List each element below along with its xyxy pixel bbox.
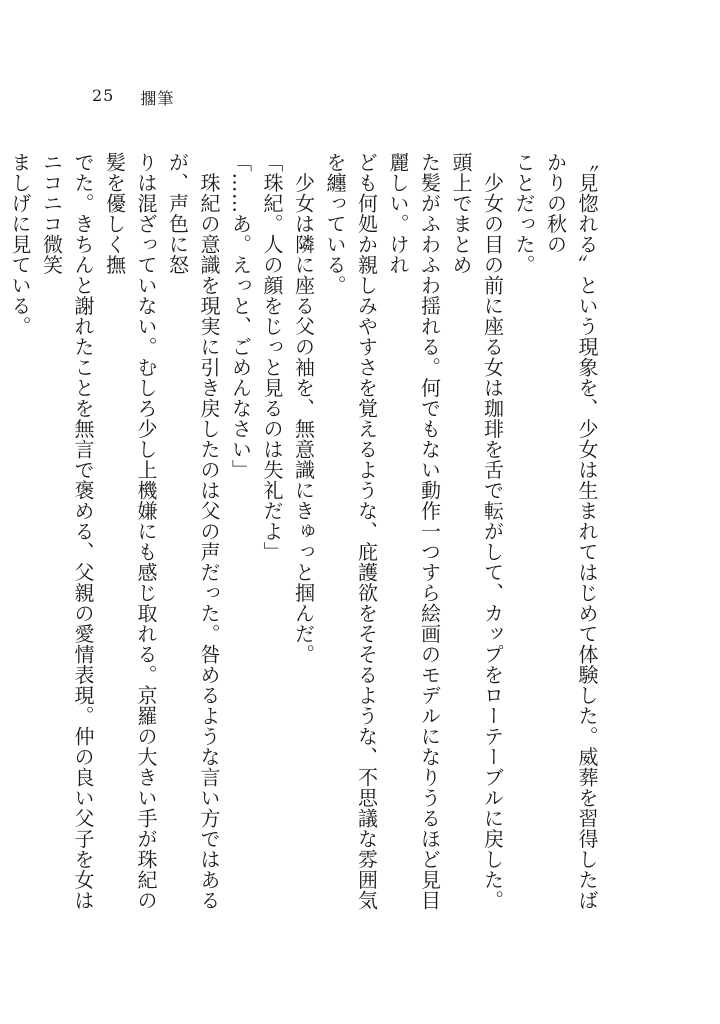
text-line: 少女の目の前に座る女は珈琲を舌で転がして、カップをローテーブルに戻した。頭上でまとめ [449,152,505,911]
text-line: ましげに見ている。 [8,152,32,337]
text-line: 少女は隣に座る父の袖を、無意識にきゅっと掴んだ。 [291,152,316,665]
text-line: でた。きちんと謝れたことを無言で褒める、父親の愛情表現。仲の良い父子を女はニコニコ微笑 [39,152,95,911]
text-line: た髪がふわふわ揺れる。何でもない動作一つすら絵画のモデルになりうるほど見目麗しい。けれ [386,152,442,911]
chapter-title: 擱筆 [140,89,175,108]
text-line: 珠紀の意識を現実に引き戻したのは父の声だった。咎めるような言い方ではあるが、声色に怒 [165,152,221,911]
text-line: ことだった。 [512,152,536,275]
vertical-text-body [0,152,602,922]
page-number: 25 [92,86,115,105]
text-line [0,152,4,922]
text-line: ども何処か親しみやすさを覚えるような、庇護欲をそそるような、不思議な雰囲気を纏っている。 [323,152,379,911]
text-line: 「……あ。えっと、ごめんなさい」 [228,152,253,480]
text-line: りは混ざっていない。むしろ少し上機嫌にも感じ取れる。京羅の大きい手が珠紀の髪を優しく撫 [102,152,158,911]
page-header [92,86,174,109]
text-line: 「珠紀。人の顔をじっと見るのは失礼だよ」 [260,152,284,562]
text-line: 〝見惚れる〟という現象を、少女は生まれてはじめて体験した。威葬を習得したばかりの秋の [543,152,599,911]
